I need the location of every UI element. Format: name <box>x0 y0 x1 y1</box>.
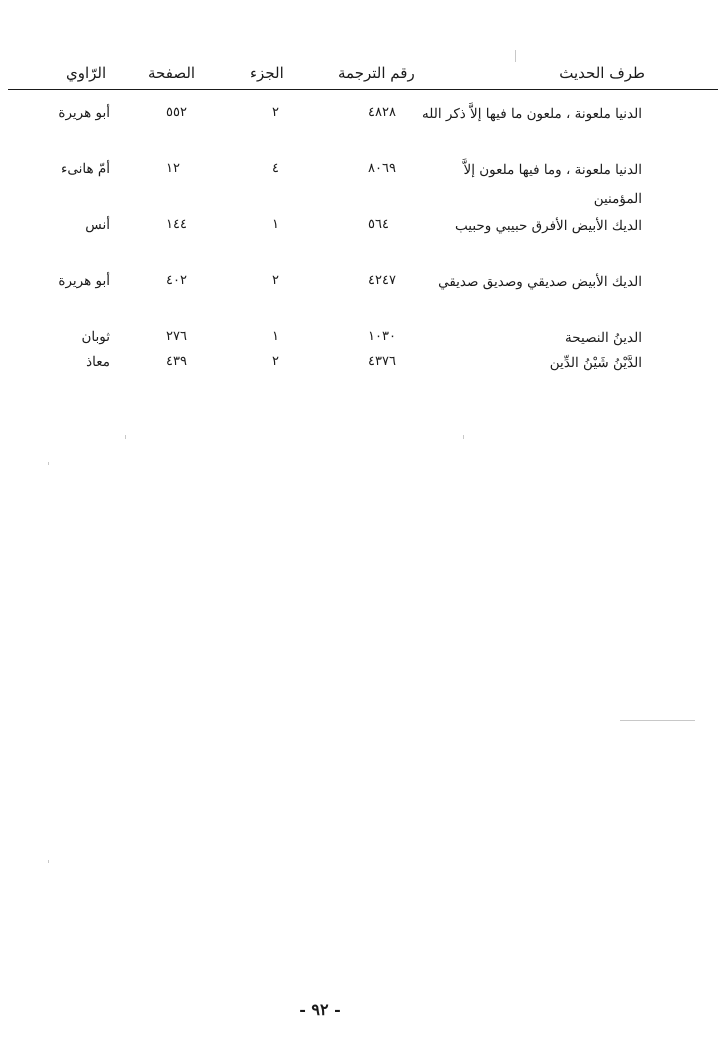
scan-speck <box>48 462 49 465</box>
header-tarjama-number: رقم الترجمة <box>338 64 415 82</box>
hadith-text: الدينُ النصيحة <box>565 330 642 346</box>
scan-speck <box>515 50 516 62</box>
table-row <box>0 100 720 156</box>
volume-number: ١ <box>272 329 279 344</box>
hadith-text: الدنيا ملعونة ، ملعون ما فيها إلاَّ ذكر الله <box>422 106 642 122</box>
header-page: الصفحة <box>148 64 196 82</box>
page-number: - ٩٢ - <box>299 1000 341 1019</box>
narrator: ثوبان <box>81 329 110 345</box>
page-ref: ١٢ <box>166 161 180 176</box>
hadith-index-table <box>0 100 720 374</box>
narrator: أنس <box>85 217 110 233</box>
tarjama-number: ٤٣٧٦ <box>368 354 396 369</box>
table-row <box>0 349 720 374</box>
tarjama-number: ١٠٣٠ <box>368 329 396 344</box>
volume-number: ٢ <box>272 105 279 120</box>
narrator: معاذ <box>86 354 110 370</box>
tarjama-number: ٨٠٦٩ <box>368 161 396 176</box>
table-row <box>0 212 720 268</box>
hadith-text: الدَّيْنُ شَيْنُ الدِّين <box>549 355 642 371</box>
hadith-text: الديك الأبيض صديقي وصديق صديقي <box>438 274 642 290</box>
scan-speck <box>620 720 695 721</box>
header-rule <box>8 89 718 90</box>
narrator: أمّ هانیء <box>61 161 110 177</box>
header-narrator: الرّاوي <box>66 64 107 82</box>
volume-number: ٢ <box>272 273 279 288</box>
page-ref: ٥٥٢ <box>166 105 187 120</box>
table-row <box>0 268 720 324</box>
tarjama-number: ٥٦٤ <box>368 217 389 232</box>
scan-speck <box>463 435 464 439</box>
page-ref: ١٤٤ <box>166 217 187 232</box>
volume-number: ١ <box>272 217 279 232</box>
page-ref: ٤٣٩ <box>166 354 187 369</box>
tarjama-number: ٤٨٢٨ <box>368 105 396 120</box>
page-ref: ٢٧٦ <box>166 329 187 344</box>
table-row <box>0 156 720 212</box>
hadith-text: الديك الأبيض الأفرق حبيبي وحبيب <box>455 218 642 234</box>
tarjama-number: ٤٢٤٧ <box>368 273 396 288</box>
scan-speck <box>48 860 49 863</box>
header-volume: الجزء <box>250 64 284 82</box>
page-ref: ٤٠٢ <box>166 273 187 288</box>
table-row <box>0 324 720 349</box>
hadith-text: الدنيا ملعونة ، وما فيها ملعون إلاَّ المؤمنين <box>463 162 642 207</box>
volume-number: ٢ <box>272 354 279 369</box>
narrator: أبو هريرة <box>58 105 110 121</box>
header-hadith: طرف الحديث <box>559 64 645 82</box>
scan-speck <box>125 435 126 439</box>
volume-number: ٤ <box>272 161 279 176</box>
narrator: أبو هريرة <box>58 273 110 289</box>
